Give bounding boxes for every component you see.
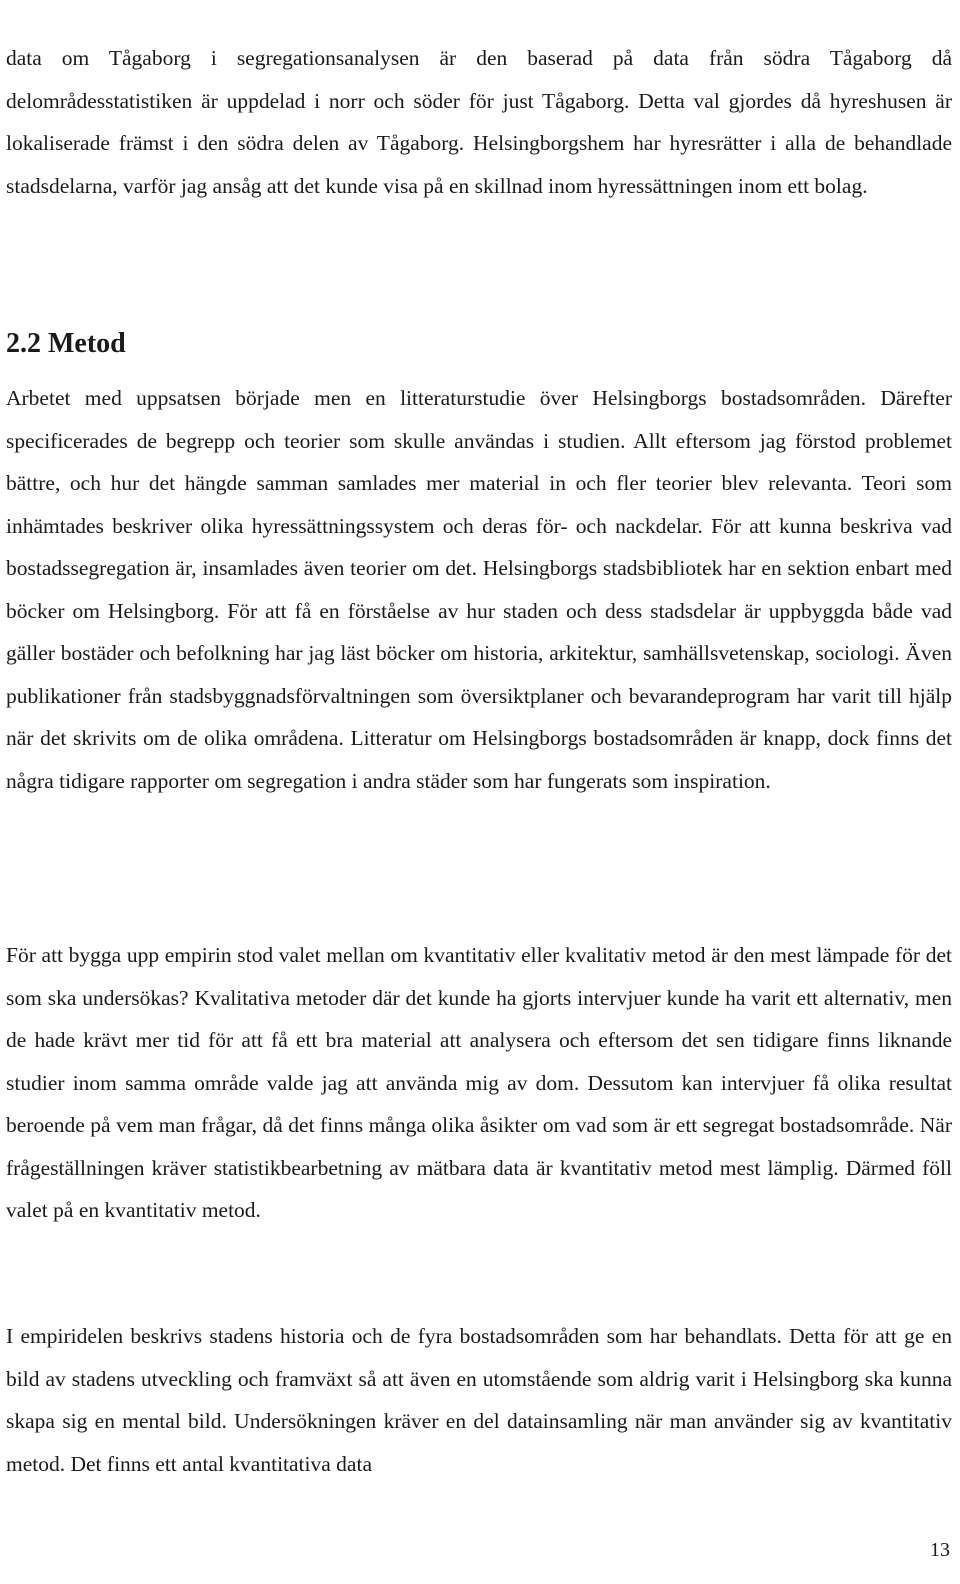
paragraph-empiridelen: I empiridelen beskrivs stadens historia och de fyra bostadsområden som har behandlats. Detta för att ge en bild av stadens utveckling och framväxt så att även en utomstående som aldrig varit i Helsingborg ska kunna skapa sig en mental bild. Undersökningen kräver en del datainsamling när man använder sig av kvantitativ metod. Det finns ett antal kvantitativa data [6,1324,952,1476]
section-heading-metod: 2.2 Metod [6,328,126,359]
paragraph-empiri: För att bygga upp empirin stod valet mellan om kvantitativ eller kvalitativ metod är den mest lämpade för det som ska undersökas? Kvalitativa metoder där det kunde ha gjorts intervjuer kunde ha varit ett alternativ, men de hade krävt mer tid för att få ett bra material att analysera och eftersom det sen tidigare finns liknande studier inom samma område valde jag att använda mig av dom. Dessutom kan intervjuer få olika resultat beroende på vem man frågar, då det finns många olika åsikter om vad som är ett segregat bostadsområde. När frågeställningen kräver statistikbearbetning av mätbara data är kvantitativ metod mest lämplig. Därmed föll valet på en kvantitativ metod. [6,943,952,1222]
paragraph-arbetet: Arbetet med uppsatsen började men en litteraturstudie över Helsingborgs bostadsområden. Därefter specificerades de begrepp och teorier som skulle användas i studien. Allt eftersom jag förstod problemet bättre, och hur det hängde samman samlades mer material in och fler teorier blev relevanta. Teori som inhämtades beskriver olika hyressättningssystem och deras för- och nackdelar. För att kunna beskriva vad bostadssegregation är, insamlades även teorier om det. Helsingborgs stadsbibliotek har en sektion enbart med böcker om Helsingborg. För att få en förståelse av hur staden och dess stadsdelar är uppbyggda både vad gäller bostäder och befolkning har jag läst böcker om historia, arkitektur, samhällsvetenskap, sociologi. Även publikationer från stadsbyggnadsförvaltningen som översiktplaner och bevarandeprogram har varit till hjälp när det skrivits om de olika områdena. Litteratur om Helsingborgs bostadsområden är knapp, dock finns det några tidigare rapporter om segregation i andra städer som har fungerats som inspiration. [6,386,952,793]
paragraph-tagaborg-data: data om Tågaborg i segregationsanalysen är den baserad på data från södra Tågaborg då delområdesstatistiken är uppdelad i norr och söder för just Tågaborg. Detta val gjordes då hyreshusen är lokaliserade främst i den södra delen av Tågaborg. Helsingborgshem har hyresrätter i alla de behandlade stadsdelarna, varför jag ansåg att det kunde visa på en skillnad inom hyressättningen inom ett bolag. [6,46,952,198]
page-number: 13 [930,1539,950,1561]
